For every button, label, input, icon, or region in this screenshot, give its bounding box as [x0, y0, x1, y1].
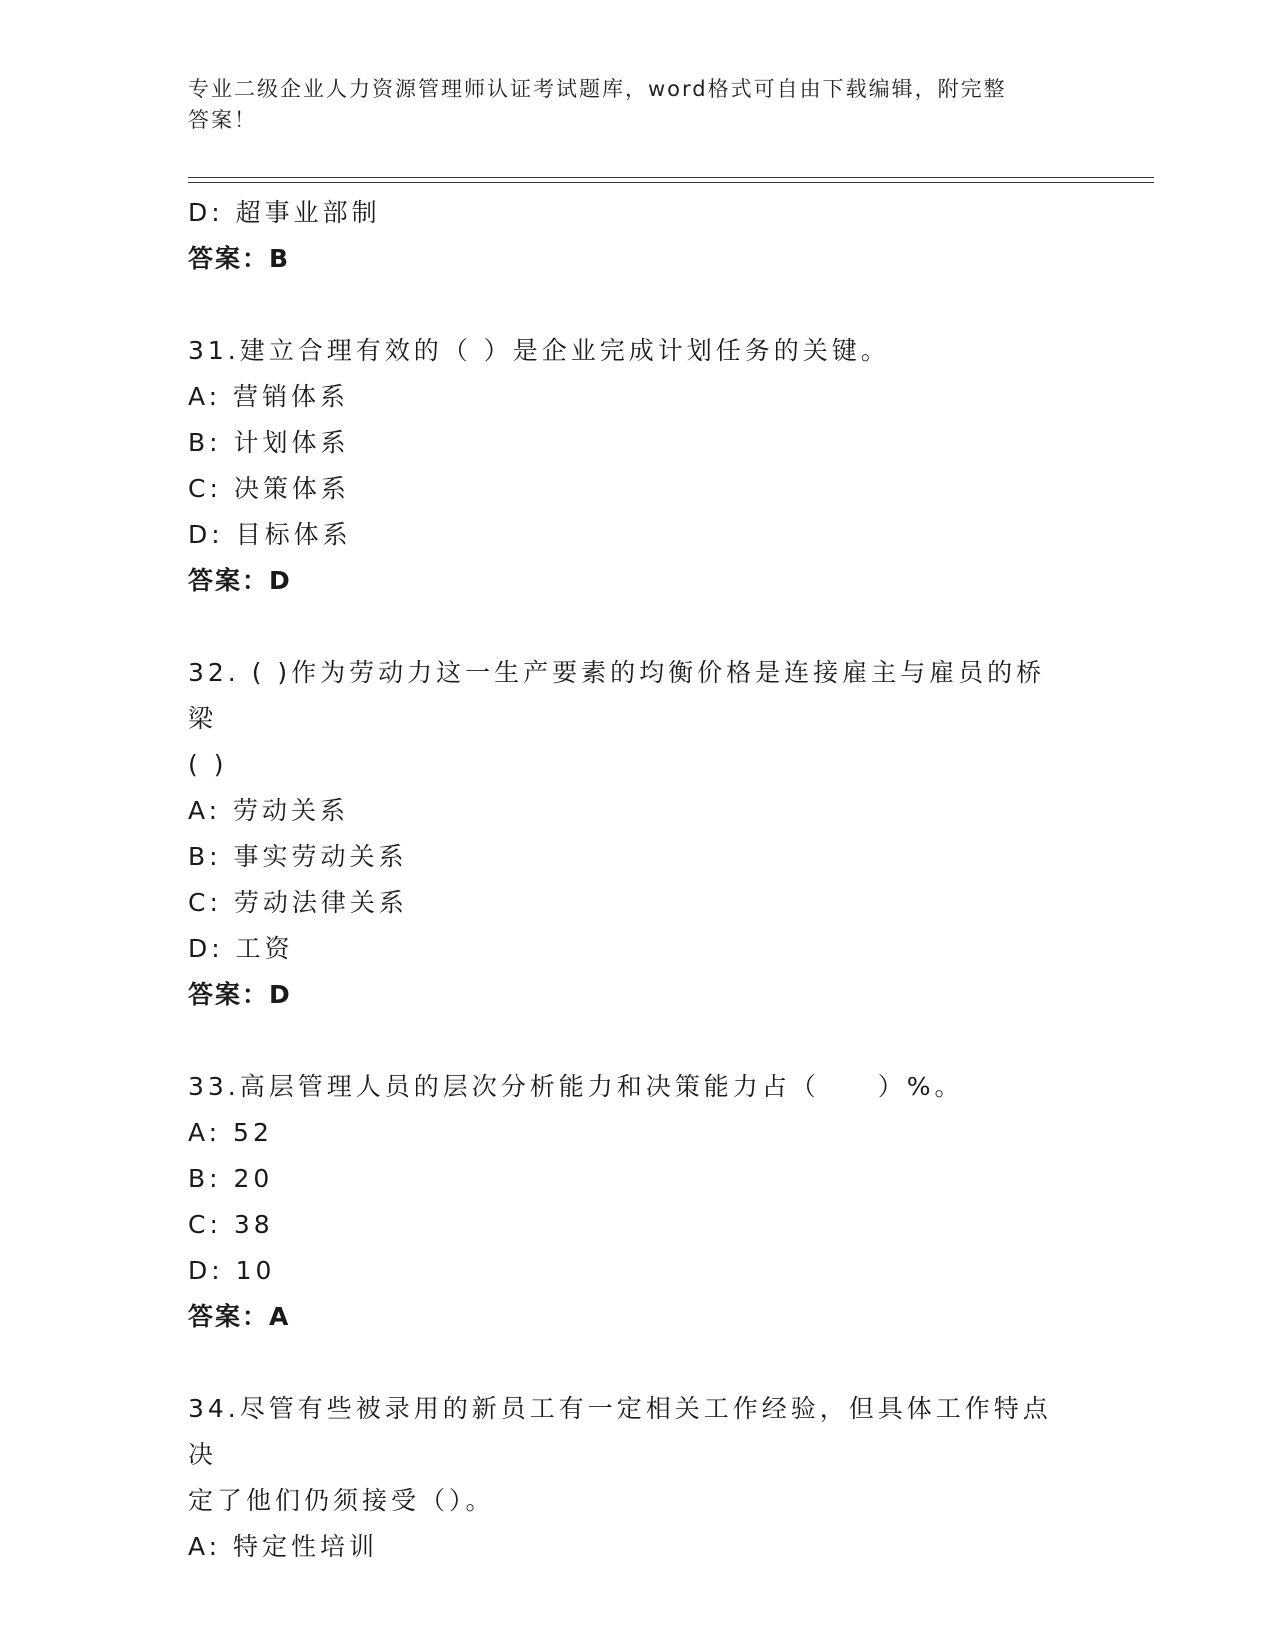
- option-b: B: 20: [188, 1164, 274, 1193]
- header-line-1: 专业二级企业人力资源管理师认证考试题库，word格式可自由下载编辑，附完整: [188, 77, 1007, 101]
- option-b: B: 计划体系: [188, 428, 350, 457]
- document-header: [188, 74, 1088, 136]
- question-text: 34.尽管有些被录用的新员工有一定相关工作经验，但具体工作特点决: [188, 1394, 1052, 1469]
- option-a: A: 52: [188, 1118, 273, 1147]
- option-c: C: 38: [188, 1210, 274, 1239]
- option-b: B: 事实劳动关系: [188, 842, 408, 871]
- header-divider-bottom: [188, 182, 1154, 183]
- option-c: C: 决策体系: [188, 474, 350, 503]
- question-text: 33.高层管理人员的层次分析能力和决策能力占（ ）%。: [188, 1072, 964, 1101]
- option-a: A: 营销体系: [188, 382, 350, 411]
- question-text-continued: 定了他们仍须接受（）。: [188, 1486, 495, 1515]
- answer-line: 答案：D: [188, 566, 292, 595]
- question-34: [188, 1386, 1088, 1570]
- spacer: [188, 604, 1088, 650]
- question-33: [188, 1064, 1088, 1340]
- answer-line: 答案：D: [188, 980, 292, 1009]
- question-31: [188, 328, 1088, 604]
- header-line-2: 答案！: [188, 108, 257, 132]
- question-content: [188, 190, 1088, 1570]
- spacer: [188, 1018, 1088, 1064]
- option-d: D: 超事业部制: [188, 198, 381, 227]
- question-32: [188, 650, 1088, 1018]
- question-text: 31.建立合理有效的（ ）是企业完成计划任务的关键。: [188, 336, 890, 365]
- spacer: [188, 282, 1088, 328]
- spacer: [188, 1340, 1088, 1386]
- option-d: D: 工资: [188, 934, 294, 963]
- option-a: A: 劳动关系: [188, 796, 350, 825]
- header-divider-top: [188, 177, 1154, 178]
- question-text: 32. ( )作为劳动力这一生产要素的均衡价格是连接雇主与雇员的桥梁: [188, 658, 1046, 733]
- option-d: D: 10: [188, 1256, 276, 1285]
- question-30-tail: [188, 190, 1088, 282]
- answer-line: 答案：A: [188, 1302, 291, 1331]
- option-d: D: 目标体系: [188, 520, 352, 549]
- answer-line: 答案：B: [188, 244, 291, 273]
- question-text-continued: ( ): [188, 750, 228, 779]
- option-a: A: 特定性培训: [188, 1532, 379, 1561]
- option-c: C: 劳动法律关系: [188, 888, 408, 917]
